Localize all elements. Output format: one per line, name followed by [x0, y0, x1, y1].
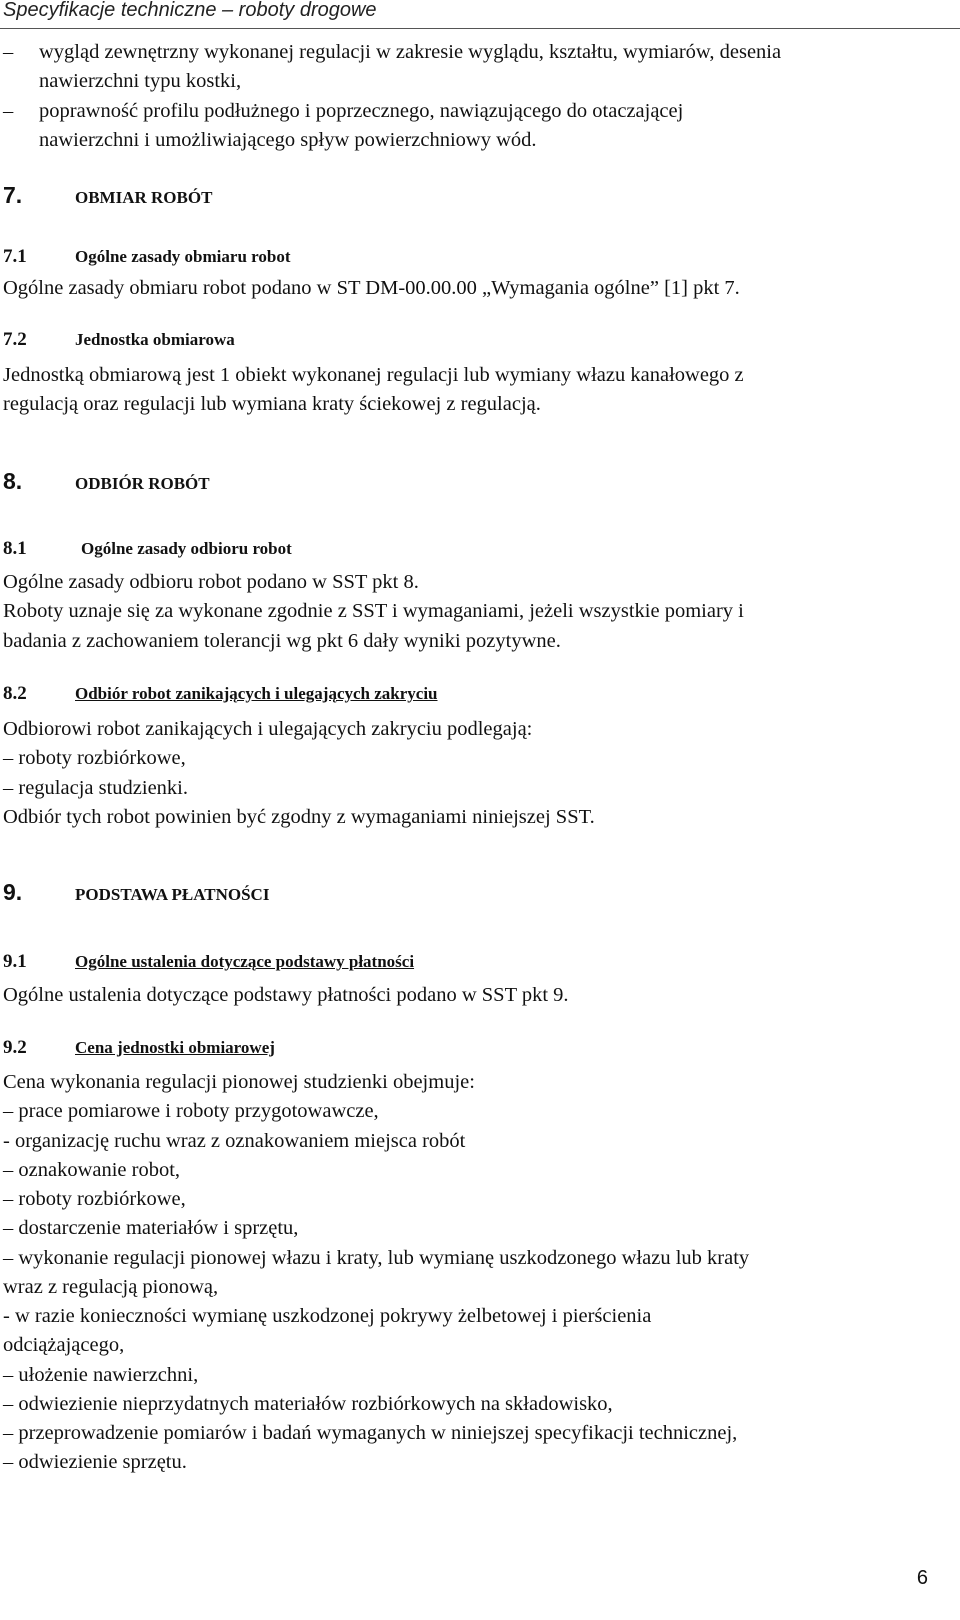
subsection-title: Ogólne ustalenia dotyczące podstawy płatności	[75, 952, 415, 971]
subsection-title: Jednostka obmiarowa	[75, 330, 235, 349]
paragraph-7-1: Ogólne zasady obmiaru robot podano w ST DM-00.00.00 „Wymagania ogólne” [1] pkt 7.	[3, 277, 740, 299]
paragraph-line: Ogólne zasady odbioru robot podano w SST pkt 8.	[3, 571, 419, 593]
subsection-title: Ogólne zasady obmiaru robot	[75, 247, 291, 266]
subsection-heading-7-2	[3, 329, 235, 351]
section-number: 9.	[3, 879, 23, 905]
section-heading-7	[3, 182, 212, 209]
subsection-heading-8-2	[3, 683, 438, 705]
subsection-heading-8-1	[3, 538, 292, 560]
bullet-dash: –	[3, 100, 14, 122]
list-item: – roboty rozbiórkowe,	[3, 1188, 186, 1210]
list-item-continuation: odciążającego,	[3, 1334, 125, 1356]
subsection-title: Cena jednostki obmiarowej	[75, 1038, 275, 1057]
subsection-number: 7.2	[3, 329, 27, 350]
list-item: – roboty rozbiórkowe,	[3, 747, 186, 769]
paragraph-line: badania z zachowaniem tolerancji wg pkt 6 dały wyniki pozytywne.	[3, 630, 561, 652]
subsection-number: 9.2	[3, 1037, 27, 1058]
intro-line: poprawność profilu podłużnego i poprzecznego, nawiązującego do otaczającej	[39, 100, 684, 122]
list-item: – prace pomiarowe i roboty przygotowawcze,	[3, 1100, 379, 1122]
section-title: PODSTAWA PŁATNOŚCI	[75, 885, 270, 904]
intro-line: wygląd zewnętrzny wykonanej regulacji w zakresie wyglądu, kształtu, wymiarów, desenia	[39, 41, 782, 63]
subsection-number: 9.1	[3, 951, 27, 972]
section-heading-8	[3, 468, 210, 495]
paragraph-line: Odbiorowi robot zanikających i ulegających zakryciu podlegają:	[3, 718, 533, 740]
list-item: – oznakowanie robot,	[3, 1159, 181, 1181]
page-number: 6	[916, 1567, 928, 1589]
paragraph-line: Odbiór tych robot powinien być zgodny z wymaganiami niniejszej SST.	[3, 806, 595, 828]
subsection-title: Ogólne zasady odbioru robot	[81, 539, 292, 558]
paragraph-line: Cena wykonania regulacji pionowej studzienki obejmuje:	[3, 1071, 475, 1093]
list-item: - organizację ruchu wraz z oznakowaniem miejsca robót	[3, 1130, 466, 1152]
list-item-continuation: wraz z regulacją pionową,	[3, 1276, 219, 1298]
list-item: – odwiezienie nieprzydatnych materiałów rozbiórkowych na składowisko,	[3, 1393, 613, 1415]
subsection-title: Odbiór robot zanikających i ulegających zakryciu	[75, 684, 438, 703]
subsection-heading-9-2	[3, 1037, 275, 1059]
intro-line: nawierzchni i umożliwiającego spływ powierzchniowy wód.	[39, 129, 537, 151]
bullet-dash: –	[3, 41, 14, 63]
paragraph-line: regulacją oraz regulacji lub wymiana kraty ściekowej z regulacją.	[3, 393, 541, 415]
subsection-number: 8.2	[3, 683, 27, 704]
paragraph-line: Jednostką obmiarową jest 1 obiekt wykonanej regulacji lub wymiany włazu kanałowego z	[3, 364, 744, 386]
list-item: – regulacja studzienki.	[3, 777, 189, 799]
section-number: 7.	[3, 182, 23, 208]
list-item: - w razie konieczności wymianę uszkodzonej pokrywy żelbetowej i pierścienia	[3, 1305, 652, 1327]
paragraph-9-1: Ogólne ustalenia dotyczące podstawy płatności podano w SST pkt 9.	[3, 984, 569, 1006]
subsection-heading-7-1	[3, 246, 291, 268]
section-number: 8.	[3, 468, 23, 494]
subsection-heading-9-1	[3, 951, 414, 973]
running-header: Specyfikacje techniczne – roboty drogowe	[3, 0, 377, 21]
list-item: – wykonanie regulacji pionowej włazu i kraty, lub wymianę uszkodzonego włazu lub kraty	[3, 1247, 750, 1269]
list-item: – przeprowadzenie pomiarów i badań wymaganych w niniejszej specyfikacji technicznej,	[3, 1422, 738, 1444]
section-heading-9	[3, 879, 269, 906]
header-rule	[0, 28, 960, 29]
section-title: OBMIAR ROBÓT	[75, 188, 213, 207]
subsection-number: 8.1	[3, 538, 27, 559]
paragraph-line: Roboty uznaje się za wykonane zgodnie z SST i wymaganiami, jeżeli wszystkie pomiary i	[3, 600, 744, 622]
section-title: ODBIÓR ROBÓT	[75, 474, 210, 493]
list-item: – dostarczenie materiałów i sprzętu,	[3, 1217, 299, 1239]
list-item: – ułożenie nawierzchni,	[3, 1364, 199, 1386]
intro-line: nawierzchni typu kostki,	[39, 70, 242, 92]
subsection-number: 7.1	[3, 246, 27, 267]
list-item: – odwiezienie sprzętu.	[3, 1451, 187, 1473]
